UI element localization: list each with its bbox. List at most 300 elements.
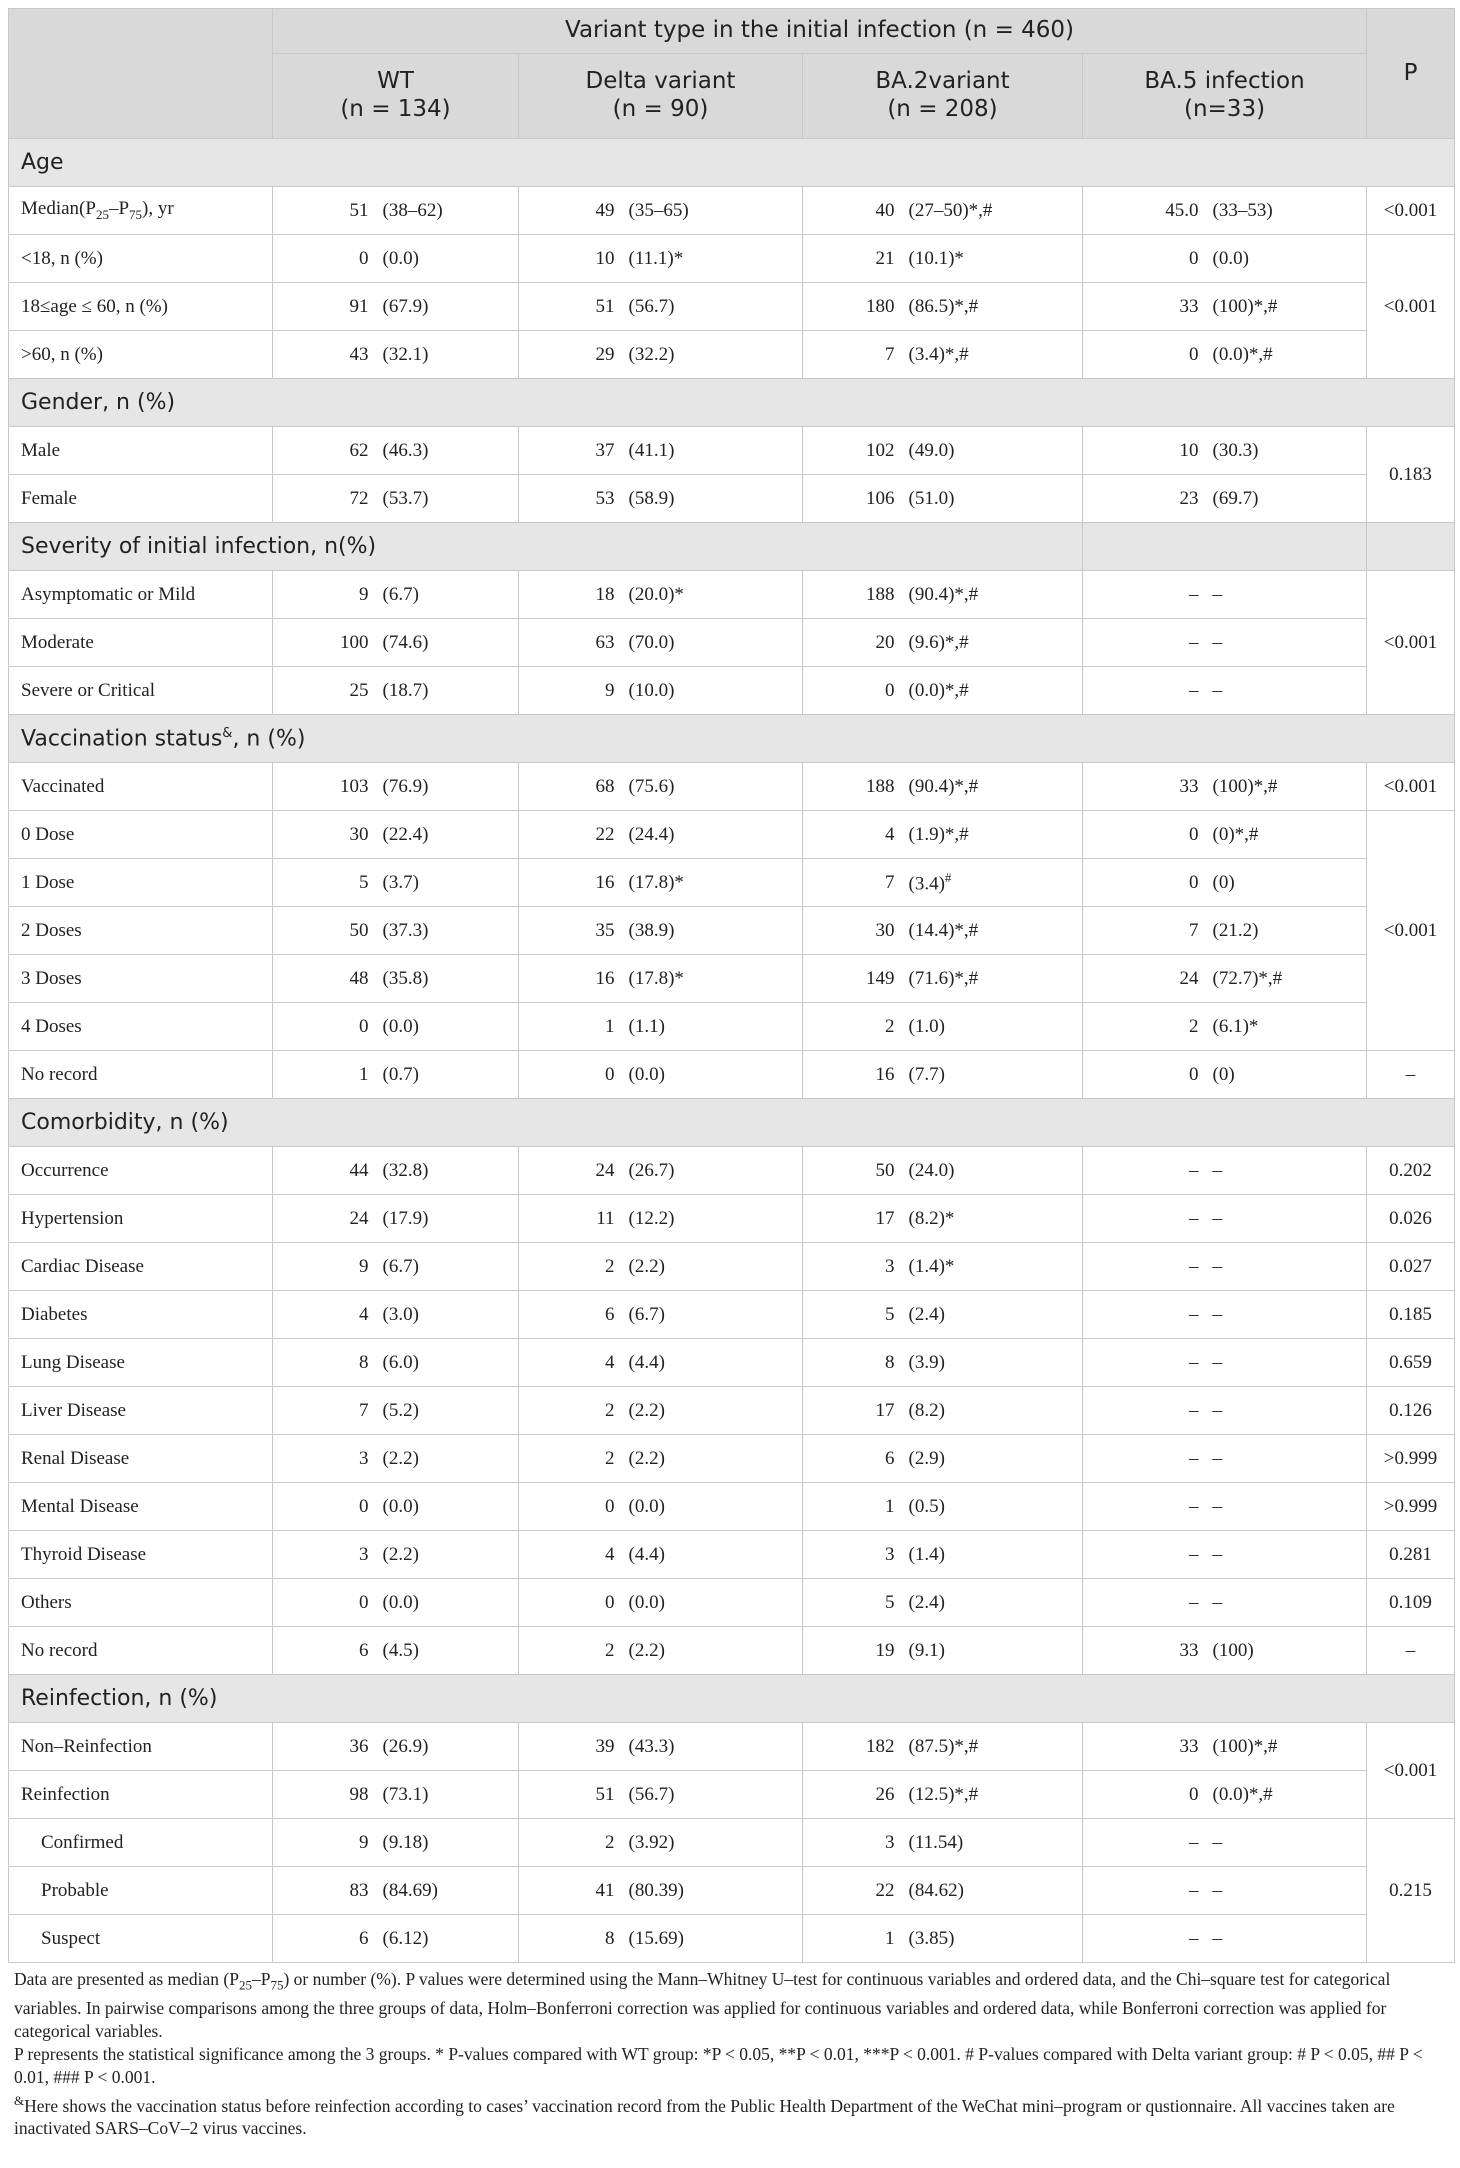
percent-value: (35.8): [377, 955, 519, 1003]
count-value: 5: [803, 1579, 903, 1627]
table-row: [9, 811, 1455, 859]
count-value: 48: [273, 955, 377, 1003]
percent-value: (26.9): [377, 1723, 519, 1771]
percent-value: (9.18): [377, 1819, 519, 1867]
p-value: >0.999: [1367, 1483, 1455, 1531]
table-row: [9, 187, 1455, 235]
row-label: Severe or Critical: [9, 667, 273, 715]
count-value: 41: [519, 1867, 623, 1915]
count-value: 22: [803, 1867, 903, 1915]
count-value: 0: [1083, 1771, 1207, 1819]
section-vaccination: Vaccination status&, n (%): [9, 715, 1455, 763]
count-value: 45.0: [1083, 187, 1207, 235]
count-value: 5: [803, 1291, 903, 1339]
percent-value: (6.7): [623, 1291, 803, 1339]
count-value: 18: [519, 571, 623, 619]
percent-value: (56.7): [623, 283, 803, 331]
percent-value: (84.69): [377, 1867, 519, 1915]
count-value: 72: [273, 475, 377, 523]
count-value: 83: [273, 1867, 377, 1915]
table-row: [9, 427, 1455, 475]
percent-value: (18.7): [377, 667, 519, 715]
percent-value: (11.1)*: [623, 235, 803, 283]
percent-value: (0.0)*,#: [1207, 331, 1367, 379]
percent-value: –: [1207, 1243, 1367, 1291]
table-row: [9, 331, 1455, 379]
percent-value: (15.69): [623, 1915, 803, 1963]
count-value: 2: [519, 1435, 623, 1483]
table-row: [9, 1867, 1455, 1915]
count-value: 0: [1083, 1051, 1207, 1099]
percent-value: (7.7): [903, 1051, 1083, 1099]
percent-value: (1.0): [903, 1003, 1083, 1051]
percent-value: (100)*,#: [1207, 763, 1367, 811]
count-value: 3: [803, 1243, 903, 1291]
percent-value: (100)*,#: [1207, 283, 1367, 331]
count-value: 149: [803, 955, 903, 1003]
percent-value: (14.4)*,#: [903, 907, 1083, 955]
count-value: –: [1083, 1243, 1207, 1291]
count-value: 8: [273, 1339, 377, 1387]
percent-value: (20.0)*: [623, 571, 803, 619]
count-value: 53: [519, 475, 623, 523]
p-value: 0.185: [1367, 1291, 1455, 1339]
p-value: <0.001: [1367, 811, 1455, 1051]
percent-value: (1.9)*,#: [903, 811, 1083, 859]
count-value: 7: [1083, 907, 1207, 955]
count-value: 33: [1083, 763, 1207, 811]
count-value: 63: [519, 619, 623, 667]
count-value: 33: [1083, 1627, 1207, 1675]
percent-value: (72.7)*,#: [1207, 955, 1367, 1003]
section-age: Age: [9, 139, 1455, 187]
percent-value: (3.9): [903, 1339, 1083, 1387]
row-label: Others: [9, 1579, 273, 1627]
count-value: –: [1083, 571, 1207, 619]
p-header: P: [1367, 9, 1455, 139]
count-value: 102: [803, 427, 903, 475]
count-value: 2: [519, 1243, 623, 1291]
count-value: 44: [273, 1147, 377, 1195]
row-label: Cardiac Disease: [9, 1243, 273, 1291]
span-title: Variant type in the initial infection (n = 460): [273, 9, 1367, 54]
count-value: 3: [803, 1531, 903, 1579]
p-value: 0.126: [1367, 1387, 1455, 1435]
count-value: 180: [803, 283, 903, 331]
count-value: 10: [1083, 427, 1207, 475]
group-header-delta: Delta variant (n = 90): [519, 54, 803, 139]
count-value: 20: [803, 619, 903, 667]
row-label: No record: [9, 1627, 273, 1675]
percent-value: (100): [1207, 1627, 1367, 1675]
count-value: 9: [273, 1819, 377, 1867]
row-label: 4 Doses: [9, 1003, 273, 1051]
count-value: 49: [519, 187, 623, 235]
count-value: 3: [803, 1819, 903, 1867]
count-value: –: [1083, 1147, 1207, 1195]
count-value: –: [1083, 1387, 1207, 1435]
table-row: [9, 475, 1455, 523]
count-value: 1: [519, 1003, 623, 1051]
p-value: 0.183: [1367, 427, 1455, 523]
count-value: 24: [1083, 955, 1207, 1003]
count-value: –: [1083, 1435, 1207, 1483]
percent-value: (1.4)*: [903, 1243, 1083, 1291]
p-value: <0.001: [1367, 235, 1455, 379]
count-value: 0: [519, 1051, 623, 1099]
percent-value: –: [1207, 1819, 1367, 1867]
row-label: Suspect: [9, 1915, 273, 1963]
percent-value: (2.2): [623, 1387, 803, 1435]
table-row: [9, 1435, 1455, 1483]
percent-value: (0.0): [623, 1579, 803, 1627]
count-value: –: [1083, 1867, 1207, 1915]
percent-value: (3.0): [377, 1291, 519, 1339]
percent-value: (6.7): [377, 1243, 519, 1291]
percent-value: (8.2)*: [903, 1195, 1083, 1243]
footnote-methods: Data are presented as median $(P_{25}-P_{75})$ or number (%). P values were determined using the Mann–Whitney U–test for continuous variables and ordered data, and the Chi–square test for categorical variables. In pairwise comparisons among the three groups of data, Holm–Bonferroni correction was applied for continuous variables and ordered data, while Bonferroni correction was applied for categorical variables.: [14, 1969, 1391, 2041]
percent-value: (26.7): [623, 1147, 803, 1195]
count-value: 0: [273, 1003, 377, 1051]
footnote-significance: P represents the statistical significance among the 3 groups. * P-values compared with WT group: *P < 0.05, **P < 0.01, ***P < 0.001. # P-values compared with Delta variant group: # P < 0.05, ## P < 0.01, ### P < 0.001.: [14, 2043, 1423, 2087]
row-label: Moderate: [9, 619, 273, 667]
row-label: $Median(P_{25}-P_{75})$, yr: [9, 187, 273, 235]
percent-value: (17.8)*: [623, 859, 803, 907]
percent-value: –: [1207, 1531, 1367, 1579]
percent-value: (0.7): [377, 1051, 519, 1099]
percent-value: (35–65): [623, 187, 803, 235]
percent-value: (0.0): [623, 1483, 803, 1531]
count-value: –: [1083, 1339, 1207, 1387]
count-value: –: [1083, 1915, 1207, 1963]
percent-value: –: [1207, 1339, 1367, 1387]
count-value: 23: [1083, 475, 1207, 523]
percent-value: (74.6): [377, 619, 519, 667]
row-label: 0 Dose: [9, 811, 273, 859]
footnote-vaccination: &Here shows the vaccination status before reinfection according to cases’ vaccination record from the Public Health Department of the WeChat mini–program or qustionnaire. All vaccines taken are inactivated SARS–CoV–2 virus vaccines.: [14, 2092, 1395, 2139]
count-value: 37: [519, 427, 623, 475]
count-value: 182: [803, 1723, 903, 1771]
count-value: 0: [803, 667, 903, 715]
count-value: 2: [1083, 1003, 1207, 1051]
percent-value: (4.4): [623, 1339, 803, 1387]
percent-value: (24.4): [623, 811, 803, 859]
count-value: –: [1083, 1579, 1207, 1627]
table-row: [9, 1819, 1455, 1867]
percent-value: –: [1207, 1483, 1367, 1531]
count-value: 36: [273, 1723, 377, 1771]
percent-value: (32.8): [377, 1147, 519, 1195]
section-severity: Severity of initial infection, n(%): [9, 523, 1083, 571]
percent-value: (73.1): [377, 1771, 519, 1819]
p-value: >0.999: [1367, 1435, 1455, 1483]
table-footnotes: [8, 1968, 1454, 2140]
percent-value: (2.2): [623, 1435, 803, 1483]
table-row: [9, 1483, 1455, 1531]
percent-value: (49.0): [903, 427, 1083, 475]
percent-value: (0.0): [1207, 235, 1367, 283]
percent-value: (33–53): [1207, 187, 1367, 235]
percent-value: (80.39): [623, 1867, 803, 1915]
percent-value: (90.4)*,#: [903, 763, 1083, 811]
count-value: 7: [803, 331, 903, 379]
percent-value: (0): [1207, 859, 1367, 907]
count-value: 50: [803, 1147, 903, 1195]
percent-value: (2.2): [377, 1531, 519, 1579]
group-header-wt: WT (n = 134): [273, 54, 519, 139]
count-value: 33: [1083, 1723, 1207, 1771]
count-value: 4: [519, 1339, 623, 1387]
count-value: 51: [519, 1771, 623, 1819]
percent-value: (6.0): [377, 1339, 519, 1387]
header-corner: [9, 9, 273, 139]
count-value: 1: [273, 1051, 377, 1099]
p-value: 0.281: [1367, 1531, 1455, 1579]
count-value: 25: [273, 667, 377, 715]
percent-value: (3.85): [903, 1915, 1083, 1963]
count-value: 100: [273, 619, 377, 667]
count-value: 7: [803, 859, 903, 907]
count-value: 3: [273, 1531, 377, 1579]
table-row: [9, 763, 1455, 811]
count-value: 8: [803, 1339, 903, 1387]
count-value: 0: [273, 1483, 377, 1531]
percent-value: (70.0): [623, 619, 803, 667]
count-value: 0: [1083, 811, 1207, 859]
count-value: 103: [273, 763, 377, 811]
percent-value: (58.9): [623, 475, 803, 523]
count-value: 0: [1083, 235, 1207, 283]
count-value: –: [1083, 1531, 1207, 1579]
count-value: 11: [519, 1195, 623, 1243]
p-value: –: [1367, 1051, 1455, 1099]
count-value: 0: [273, 235, 377, 283]
count-value: 40: [803, 187, 903, 235]
table-row: [9, 1147, 1455, 1195]
count-value: 2: [519, 1627, 623, 1675]
percent-value: (38.9): [623, 907, 803, 955]
row-label: Male: [9, 427, 273, 475]
percent-value: (37.3): [377, 907, 519, 955]
row-label: 2 Doses: [9, 907, 273, 955]
table-row: [9, 283, 1455, 331]
count-value: 9: [273, 571, 377, 619]
row-label: 1 Dose: [9, 859, 273, 907]
percent-value: (21.2): [1207, 907, 1367, 955]
count-value: 1: [803, 1483, 903, 1531]
section-blank: [1083, 523, 1367, 571]
count-value: 1: [803, 1915, 903, 1963]
row-label: Reinfection: [9, 1771, 273, 1819]
percent-value: (32.2): [623, 331, 803, 379]
percent-value: –: [1207, 1435, 1367, 1483]
percent-value: (76.9): [377, 763, 519, 811]
row-label: Liver Disease: [9, 1387, 273, 1435]
row-label: Confirmed: [9, 1819, 273, 1867]
count-value: 30: [803, 907, 903, 955]
row-label: Mental Disease: [9, 1483, 273, 1531]
count-value: 188: [803, 571, 903, 619]
row-label: 3 Doses: [9, 955, 273, 1003]
count-value: –: [1083, 1195, 1207, 1243]
percent-value: (11.54): [903, 1819, 1083, 1867]
percent-value: (43.3): [623, 1723, 803, 1771]
table-row: [9, 1531, 1455, 1579]
percent-value: (5.2): [377, 1387, 519, 1435]
count-value: 6: [519, 1291, 623, 1339]
percent-value: (1.4): [903, 1531, 1083, 1579]
count-value: 30: [273, 811, 377, 859]
percent-value: (8.2): [903, 1387, 1083, 1435]
row-label: No record: [9, 1051, 273, 1099]
percent-value: (2.4): [903, 1579, 1083, 1627]
count-value: 98: [273, 1771, 377, 1819]
table-row: [9, 1579, 1455, 1627]
row-label: Thyroid Disease: [9, 1531, 273, 1579]
count-value: 22: [519, 811, 623, 859]
percent-value: –: [1207, 571, 1367, 619]
count-value: 16: [519, 955, 623, 1003]
count-value: 0: [1083, 859, 1207, 907]
percent-value: –: [1207, 1195, 1367, 1243]
percent-value: –: [1207, 619, 1367, 667]
count-value: 7: [273, 1387, 377, 1435]
percent-value: (0.5): [903, 1483, 1083, 1531]
percent-value: (32.1): [377, 331, 519, 379]
count-value: 5: [273, 859, 377, 907]
percent-value: (2.2): [623, 1627, 803, 1675]
table-row: [9, 907, 1455, 955]
table-row: [9, 859, 1455, 907]
table-row: [9, 619, 1455, 667]
percent-value: (75.6): [623, 763, 803, 811]
count-value: –: [1083, 1483, 1207, 1531]
percent-value: (9.1): [903, 1627, 1083, 1675]
table-container: [8, 8, 1454, 2140]
row-label: Vaccinated: [9, 763, 273, 811]
count-value: 6: [273, 1627, 377, 1675]
count-value: 4: [519, 1531, 623, 1579]
percent-value: (6.7): [377, 571, 519, 619]
p-value: –: [1367, 1627, 1455, 1675]
count-value: 51: [273, 187, 377, 235]
percent-value: (6.1)*: [1207, 1003, 1367, 1051]
count-value: 26: [803, 1771, 903, 1819]
percent-value: (2.2): [377, 1435, 519, 1483]
percent-value: (10.1)*: [903, 235, 1083, 283]
percent-value: (100)*,#: [1207, 1723, 1367, 1771]
percent-value: –: [1207, 1915, 1367, 1963]
table-row: [9, 1291, 1455, 1339]
count-value: –: [1083, 1819, 1207, 1867]
count-value: 9: [519, 667, 623, 715]
p-value: 0.027: [1367, 1243, 1455, 1291]
table-row: [9, 955, 1455, 1003]
row-label: Non–Reinfection: [9, 1723, 273, 1771]
count-value: 24: [519, 1147, 623, 1195]
count-value: 0: [519, 1483, 623, 1531]
percent-value: –: [1207, 667, 1367, 715]
percent-value: (0.0): [623, 1051, 803, 1099]
p-value: 0.202: [1367, 1147, 1455, 1195]
section-gender: Gender, n (%): [9, 379, 1455, 427]
p-value: 0.659: [1367, 1339, 1455, 1387]
percent-value: (71.6)*,#: [903, 955, 1083, 1003]
section-blank: [1367, 523, 1455, 571]
p-value: <0.001: [1367, 1723, 1455, 1819]
count-value: 10: [519, 235, 623, 283]
count-value: 50: [273, 907, 377, 955]
table-row: [9, 1915, 1455, 1963]
percent-value: (10.0): [623, 667, 803, 715]
percent-value: (38–62): [377, 187, 519, 235]
percent-value: (24.0): [903, 1147, 1083, 1195]
percent-value: (0)*,#: [1207, 811, 1367, 859]
count-value: 0: [519, 1579, 623, 1627]
percent-value: (67.9): [377, 283, 519, 331]
percent-value: (46.3): [377, 427, 519, 475]
count-value: 2: [519, 1387, 623, 1435]
percent-value: (17.9): [377, 1195, 519, 1243]
count-value: 4: [273, 1291, 377, 1339]
table-row: [9, 235, 1455, 283]
percent-value: (53.7): [377, 475, 519, 523]
percent-value: (0): [1207, 1051, 1367, 1099]
table-row: [9, 1339, 1455, 1387]
percent-value: (69.7): [1207, 475, 1367, 523]
row-label: Lung Disease: [9, 1339, 273, 1387]
group-header-ba2: BA.2variant (n = 208): [803, 54, 1083, 139]
count-value: 0: [273, 1579, 377, 1627]
count-value: 17: [803, 1387, 903, 1435]
percent-value: (1.1): [623, 1003, 803, 1051]
table-row: [9, 1723, 1455, 1771]
count-value: 6: [803, 1435, 903, 1483]
variant-characteristics-table: [8, 8, 1455, 1963]
percent-value: (0.0): [377, 1483, 519, 1531]
p-value: 0.109: [1367, 1579, 1455, 1627]
count-value: 0: [1083, 331, 1207, 379]
row-label: Probable: [9, 1867, 273, 1915]
percent-value: (9.6)*,#: [903, 619, 1083, 667]
count-value: –: [1083, 1291, 1207, 1339]
table-row: [9, 571, 1455, 619]
row-label: Asymptomatic or Mild: [9, 571, 273, 619]
percent-value: –: [1207, 1387, 1367, 1435]
percent-value: (4.4): [623, 1531, 803, 1579]
percent-value: –: [1207, 1147, 1367, 1195]
percent-value: (41.1): [623, 427, 803, 475]
count-value: 29: [519, 331, 623, 379]
count-value: 9: [273, 1243, 377, 1291]
section-reinfection: Reinfection, n (%): [9, 1675, 1455, 1723]
percent-value: (3.4)*,#: [903, 331, 1083, 379]
percent-value: (84.62): [903, 1867, 1083, 1915]
percent-value: (27–50)*,#: [903, 187, 1083, 235]
percent-value: (12.5)*,#: [903, 1771, 1083, 1819]
p-value: <0.001: [1367, 571, 1455, 715]
percent-value: (0.0): [377, 1003, 519, 1051]
row-label: 18≤age ≤ 60, n (%): [9, 283, 273, 331]
row-label: Female: [9, 475, 273, 523]
percent-value: (0.0): [377, 1579, 519, 1627]
count-value: 43: [273, 331, 377, 379]
percent-value: (3.4)#: [903, 859, 1083, 907]
percent-value: –: [1207, 1867, 1367, 1915]
count-value: 3: [273, 1435, 377, 1483]
percent-value: (22.4): [377, 811, 519, 859]
percent-value: (3.92): [623, 1819, 803, 1867]
